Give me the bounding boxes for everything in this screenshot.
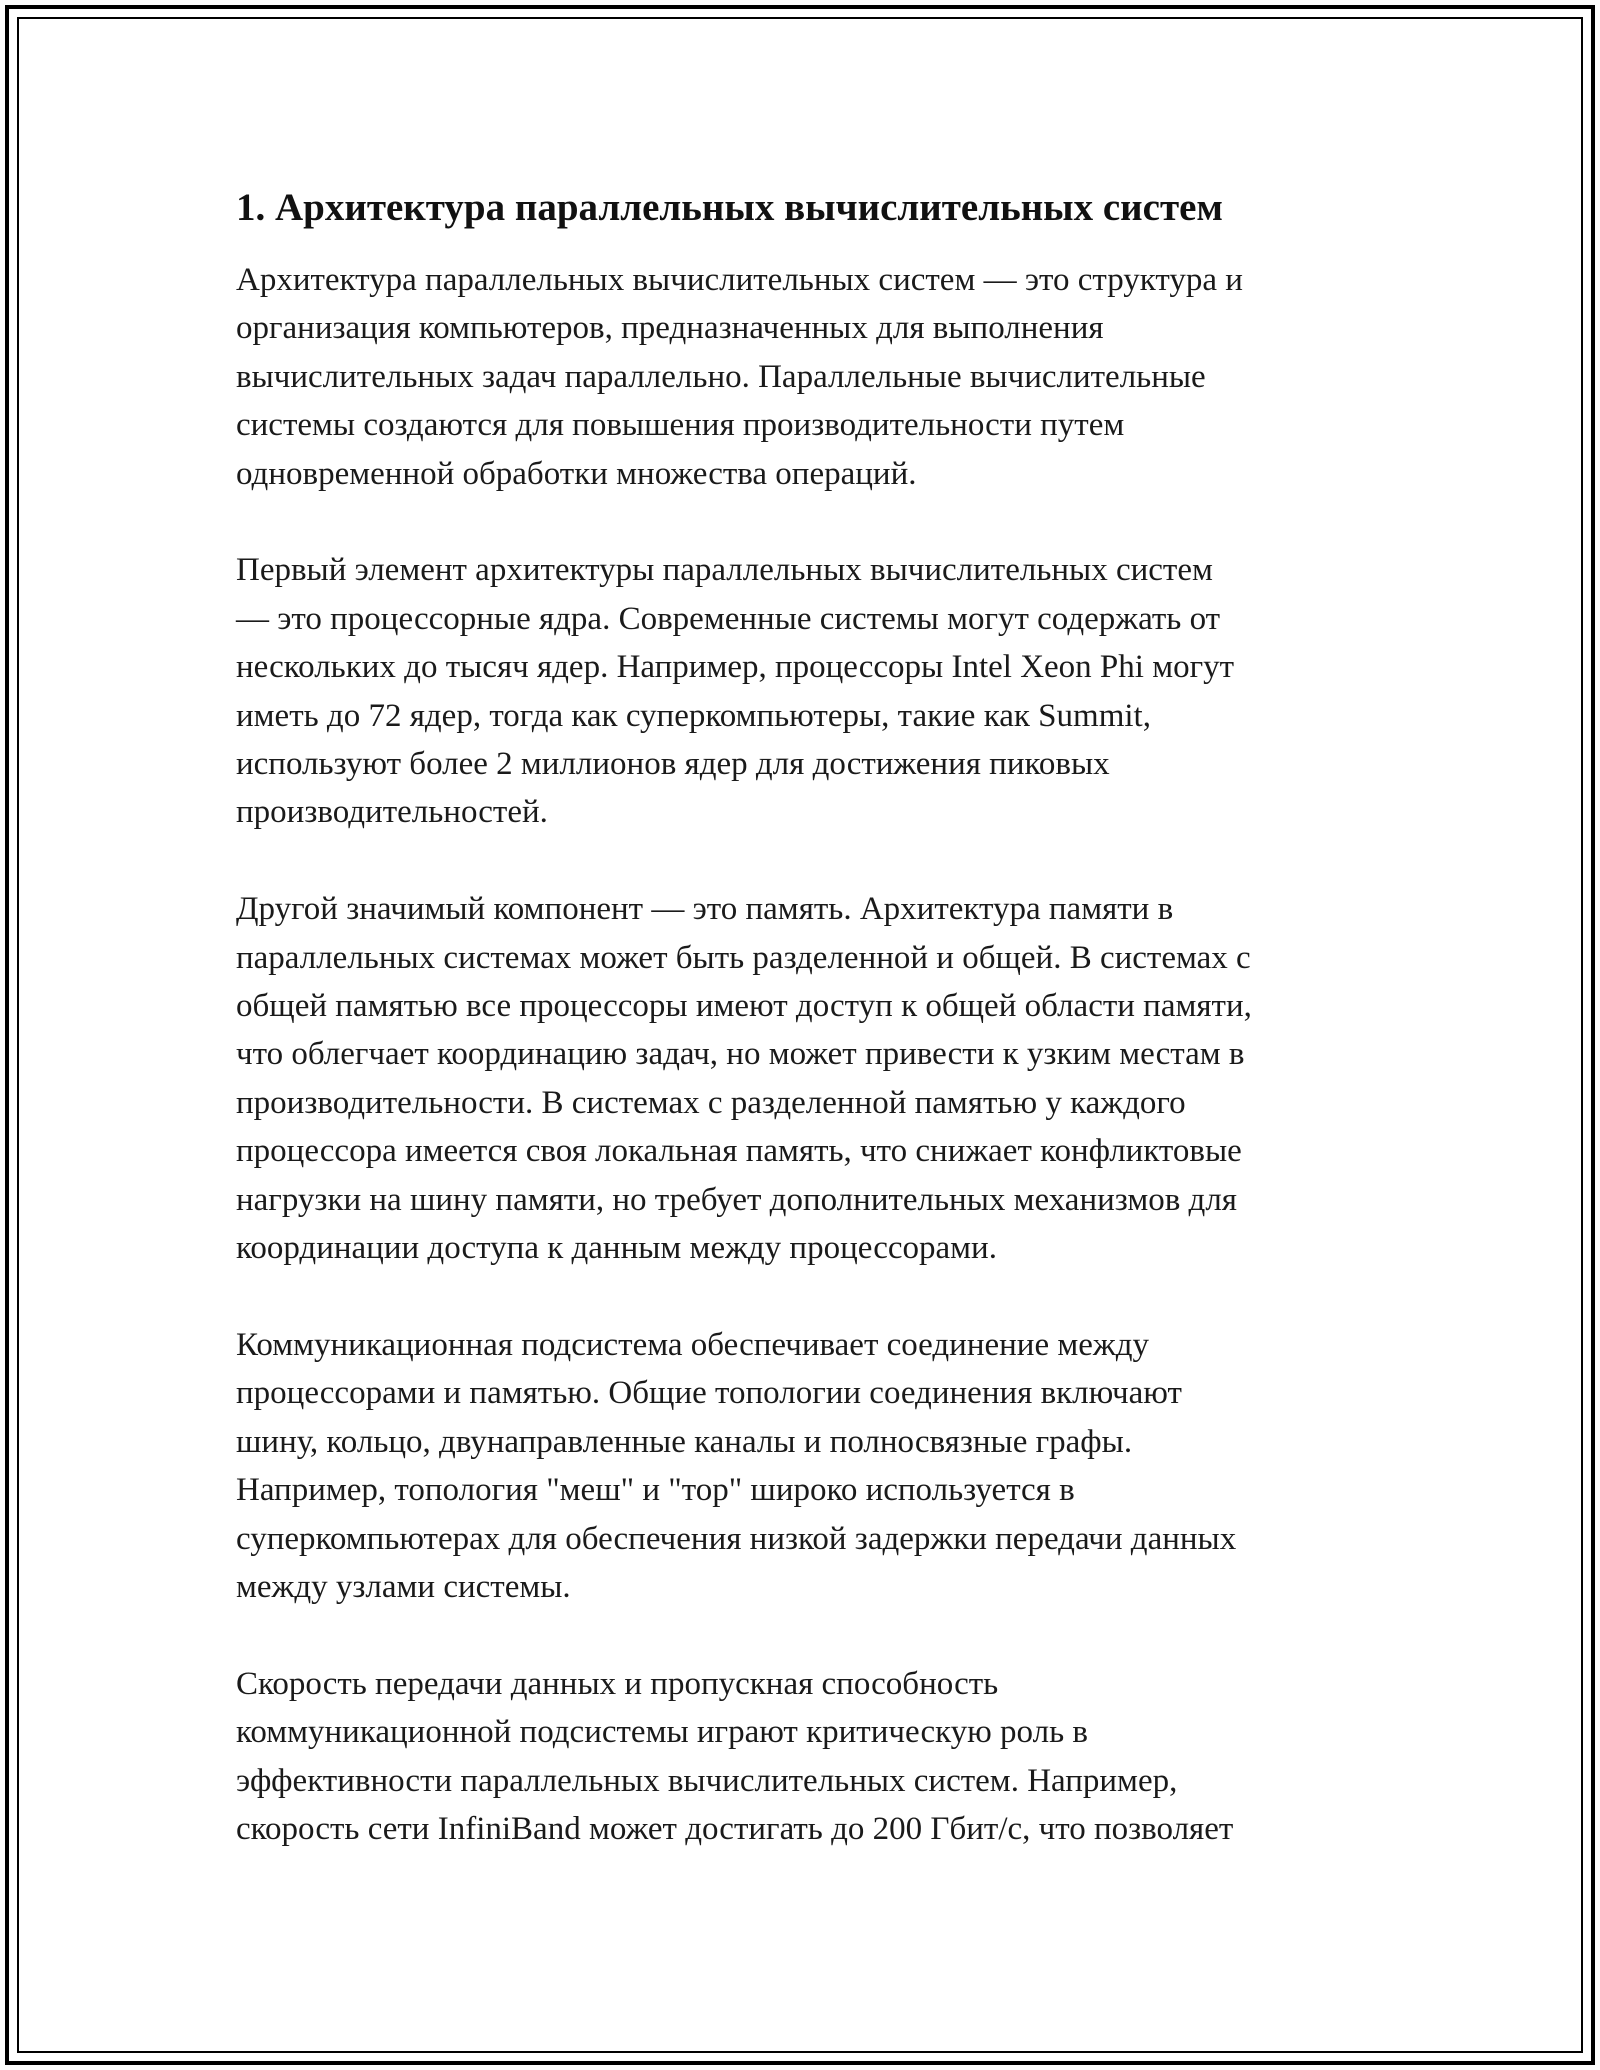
paragraph-bandwidth: Скорость передачи данных и пропускная способность коммуникационной подсистемы играют критическую роль в эффективности параллельных вычислительных систем. Например, скорость сети InfiniBand может достигать до 200 Гбит/с, что позволяет <box>236 1665 1234 1847</box>
paragraph-communication: Коммуникационная подсистема обеспечивает соединение между процессорами и памятью. Общие топологии соединения включают шину, кольцо, двунаправленные каналы и полносвязные графы. Например, топология "меш" и "тор" широко используется в суперкомпьютерах для обеспечения низкой задержки передачи данных между узлами системы. <box>236 1326 1237 1605</box>
paragraph-memory: Другой значимый компонент — это память. Архитектура памяти в параллельных системах может быть разделенной и общей. В системах с общей памятью все процессоры имеют доступ к общей области памяти, что облегчает координацию задач, но может привести к узким местам в производительности. В системах с разделенной памятью у каждого процессора имеется своя локальная память, что снижает конфликтовые нагрузки на шину памяти, но требует дополнительных механизмов для координации доступа к данным между процессорами. <box>236 891 1252 1267</box>
section-heading: 1. Архитектура параллельных вычислительных систем <box>236 186 1223 229</box>
document-body <box>236 184 1386 1853</box>
paragraph-processor-cores: Первый элемент архитектуры параллельных вычислительных систем — это процессорные ядра. Современные системы могут содержать от нескольких до тысяч ядер. Например, процессоры Intel Xeon Phi могут иметь до 72 ядер, тогда как суперкомпьютеры, такие как Summit, используют более 2 миллионов ядер для достижения пиковых производительностей. <box>236 552 1235 831</box>
paragraph-intro: Архитектура параллельных вычислительных систем — это структура и организация компьютеров, предназначенных для выполнения вычислительных задач параллельно. Параллельные вычислительные системы создаются для повышения производительности путем одновременной обработки множества операций. <box>236 262 1243 492</box>
